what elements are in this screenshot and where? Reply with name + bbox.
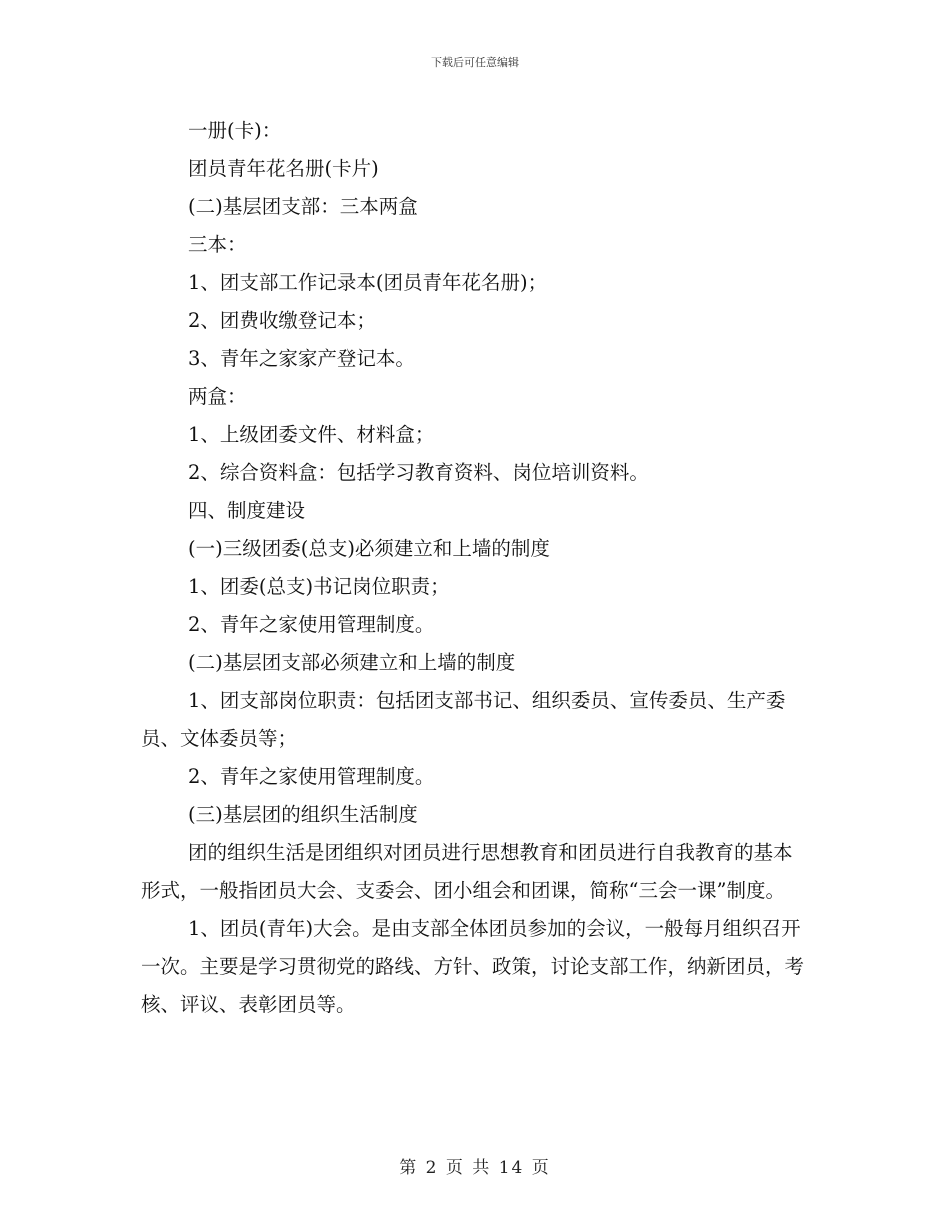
paragraph: (一)三级团委(总支)必须建立和上墙的制度 <box>188 537 550 560</box>
paragraph: (二)基层团支部：三本两盒 <box>188 195 418 218</box>
section-heading: 四、制度建设 <box>188 499 306 522</box>
paragraph: 两盒： <box>188 385 247 408</box>
paragraph: 2、综合资料盒：包括学习教育资料、岗位培训资料。 <box>188 461 649 484</box>
document-body <box>141 112 811 1024</box>
paragraph: 1、团员(青年)大会。是由支部全体团员参加的会议，一般每月组织召开一次。主要是学习贯彻党的路线、方针、政策，讨论支部工作，纳新团员，考核、评议、表彰团员等。 <box>141 917 805 1016</box>
paragraph: 1、上级团委文件、材料盒； <box>188 423 435 446</box>
paragraph: 团的组织生活是团组织对团员进行思想教育和团员进行自我教育的基本形式，一般指团员大会、支委会、团小组会和团课，简称“三会一课”制度。 <box>141 841 793 902</box>
paragraph: 2、团费收缴登记本； <box>188 309 376 332</box>
paragraph: 3、青年之家家产登记本。 <box>188 347 415 370</box>
paragraph: 1、团支部岗位职责：包括团支部书记、组织委员、宣传委员、生产委员、文体委员等； <box>141 689 786 750</box>
paragraph: 2、青年之家使用管理制度。 <box>188 765 435 788</box>
paragraph: (二)基层团支部必须建立和上墙的制度 <box>188 651 516 674</box>
paragraph: 2、青年之家使用管理制度。 <box>188 613 435 636</box>
paragraph: 三本： <box>188 233 247 256</box>
paragraph: 一册(卡)： <box>188 119 282 142</box>
page-number-footer: 第 2 页 共 14 页 <box>399 1158 551 1178</box>
paragraph: 团员青年花名册(卡片) <box>188 157 379 180</box>
page-header-note: 下载后可任意编辑 <box>431 56 519 69</box>
paragraph: 1、团委(总支)书记岗位职责； <box>188 575 450 598</box>
paragraph: 1、团支部工作记录本(团员青年花名册)； <box>188 271 548 294</box>
paragraph: (三)基层团的组织生活制度 <box>188 803 418 826</box>
